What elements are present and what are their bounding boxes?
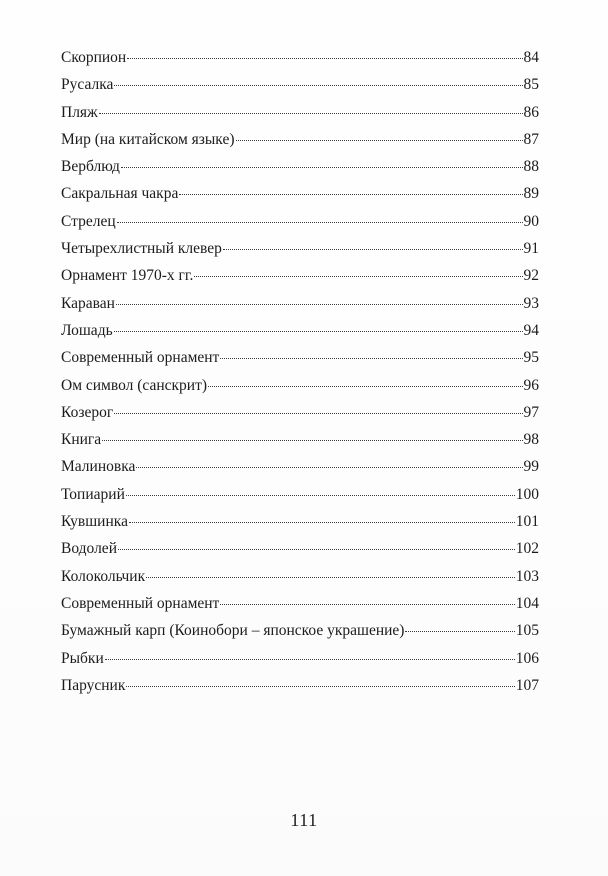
toc-entry-title: Сакральная чакра [61,185,179,203]
toc-entry [61,535,539,562]
toc-entry-page: 84 [523,49,539,66]
dot-leader [126,686,514,687]
toc-entry-page: 93 [523,294,539,312]
toc-entry-page: 98 [523,431,539,449]
dot-leader [146,577,515,578]
toc-entry-page: 88 [523,158,539,176]
toc-entry-page: 86 [523,103,539,121]
toc-entry-title: Ом символ (санскрит) [61,376,208,394]
dot-leader [116,304,523,305]
dot-leader [126,495,515,496]
toc-entry-title: Рыбки [61,649,104,667]
toc-entry [61,645,539,672]
toc-entry [61,180,539,207]
toc-entry-title: Орнамент 1970-х гг. [61,267,194,285]
dot-leader [102,440,522,441]
toc-entry-title: Малиновка [61,458,136,476]
toc-entry-page: 96 [523,376,539,394]
toc-entry [61,235,539,262]
toc-entry-page: 100 [515,485,539,503]
toc-entry [61,563,539,590]
toc-entry-page: 97 [523,403,539,421]
toc-entry-title: Современный орнамент [61,349,220,367]
dot-leader [129,522,515,523]
dot-leader [105,659,515,660]
dot-leader [194,276,522,277]
toc-entry-title: Русалка [61,76,114,94]
page-number: 111 [290,810,318,830]
toc-entry [61,426,539,453]
toc-entry-title: Пляж [61,103,98,121]
toc-entry-title: Лошадь [61,321,113,339]
toc-entry-page: 104 [515,594,539,612]
toc-entry-title: Современный орнамент [61,594,220,612]
dot-leader [208,386,522,387]
dot-leader [220,358,522,359]
dot-leader [179,194,522,195]
toc-entry-page: 106 [515,649,539,667]
table-of-contents [61,44,539,699]
dot-leader [136,467,522,468]
toc-entry [61,71,539,98]
dot-leader [405,631,514,632]
dot-leader [114,331,523,332]
toc-entry [61,672,539,699]
toc-entry-page: 107 [515,676,539,694]
toc-entry-page: 85 [523,76,539,94]
toc-entry-title: Козерог [61,403,114,421]
toc-entry [61,508,539,535]
toc-entry-page: 105 [515,622,539,640]
toc-entry-title: Стрелец [61,212,116,230]
toc-entry-page: 89 [523,185,539,203]
toc-entry [61,44,539,71]
dot-leader [114,413,522,414]
dot-leader [117,222,523,223]
toc-entry-title: Кувшинка [61,513,128,531]
toc-entry-title: Верблюд [61,158,120,176]
toc-entry [61,617,539,644]
toc-entry-page: 101 [515,513,539,531]
toc-entry [61,99,539,126]
dot-leader [220,604,514,605]
toc-entry-title: Караван [61,294,115,312]
toc-entry-page: 103 [515,567,539,585]
toc-entry-title: Мир (на китайском языке) [61,130,235,148]
toc-entry [61,453,539,480]
toc-entry-title: Скорпион [61,49,127,66]
toc-entry-page: 94 [523,321,539,339]
toc-entry [61,208,539,235]
toc-entry [61,126,539,153]
toc-entry-title: Колокольчик [61,567,146,585]
dot-leader [114,85,522,86]
dot-leader [99,113,523,114]
toc-entry-title: Топиарий [61,485,125,503]
toc-entry-title: Книга [61,431,102,449]
toc-entry-title: Водолей [61,540,117,558]
toc-entry-title: Парусник [61,676,126,694]
toc-entry-title: Бумажный карп (Коинобори – японское украшение) [61,622,405,640]
toc-entry [61,262,539,289]
toc-entry-page: 92 [523,267,539,285]
dot-leader [118,549,515,550]
dot-leader [223,249,523,250]
toc-entry-page: 91 [523,240,539,258]
toc-entry-page: 87 [523,130,539,148]
dot-leader [127,58,522,59]
toc-entry [61,372,539,399]
toc-entry-page: 99 [523,458,539,476]
toc-entry-page: 95 [523,349,539,367]
toc-entry [61,590,539,617]
toc-entry-page: 102 [515,540,539,558]
toc-entry [61,290,539,317]
dot-leader [121,167,523,168]
toc-entry [61,399,539,426]
toc-entry [61,481,539,508]
toc-entry [61,317,539,344]
toc-entry-page: 90 [523,212,539,230]
toc-entry-title: Четырехлистный клевер [61,240,222,258]
toc-entry [61,153,539,180]
toc-entry [61,344,539,371]
dot-leader [236,140,523,141]
